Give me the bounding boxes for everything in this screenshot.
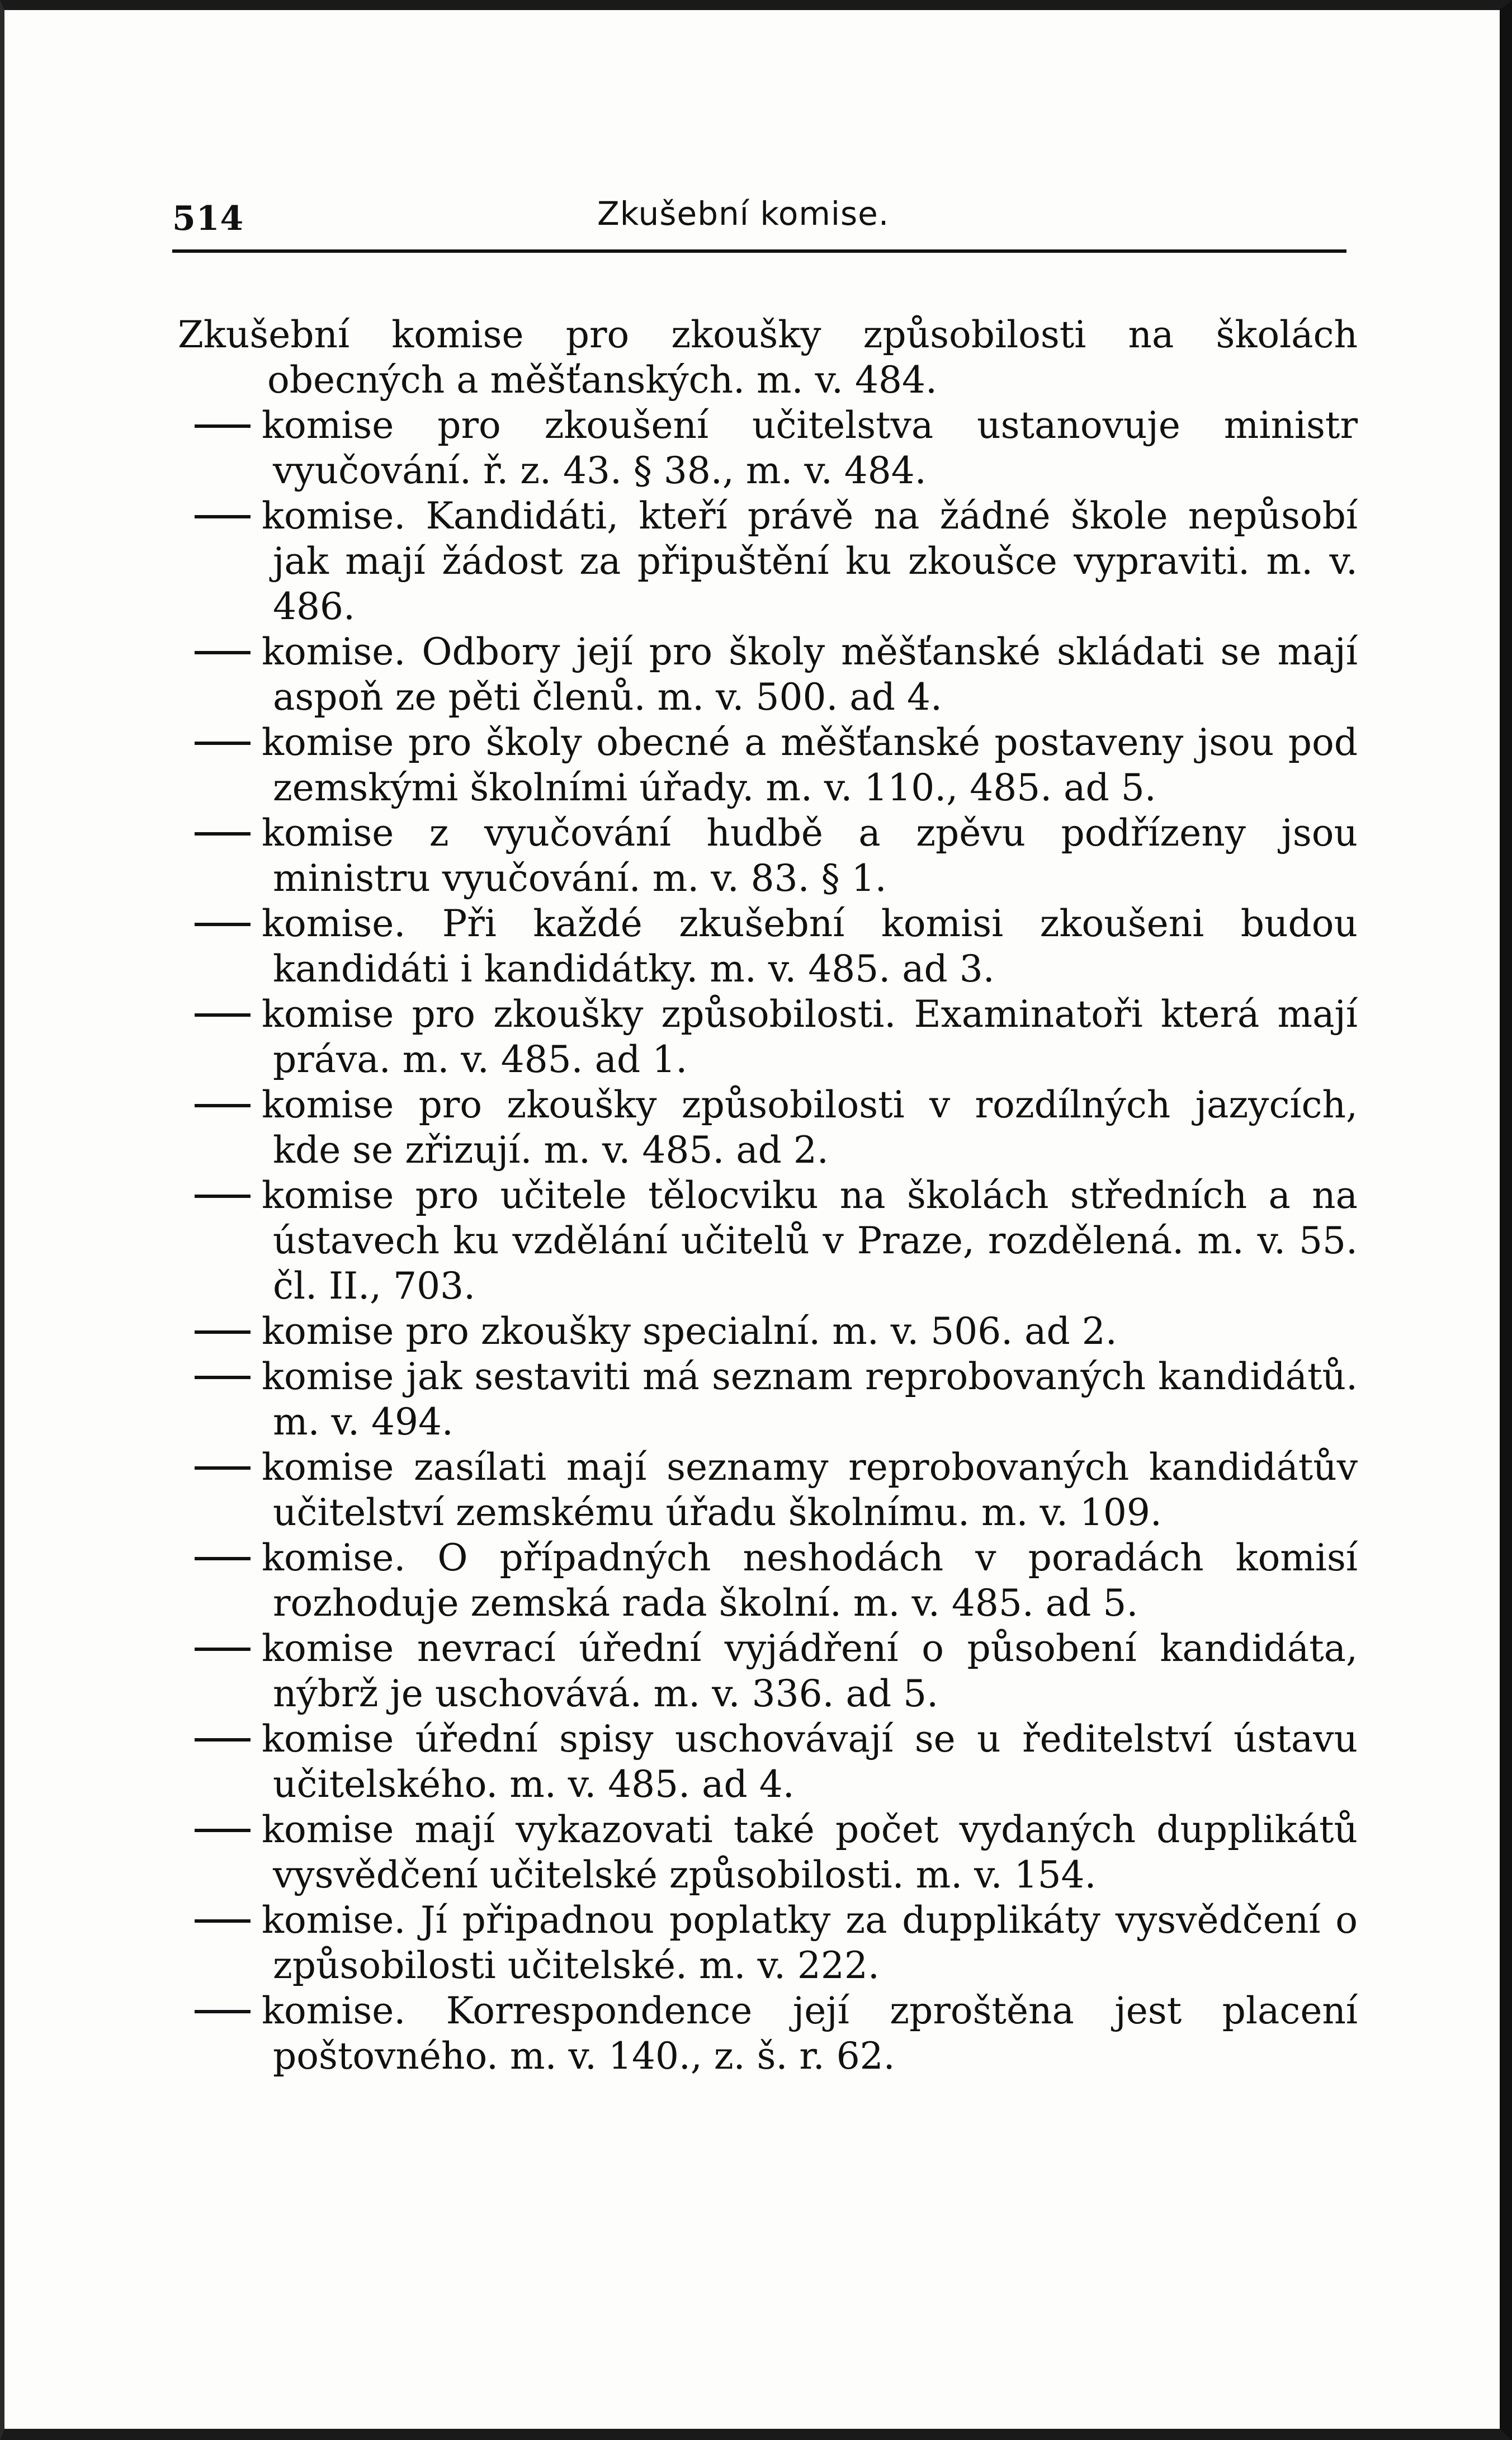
ditto-dash <box>178 403 262 448</box>
index-entry-text: komise mají vykazovati také počet vydaných dupplikátů vysvědčení učitelské způsobilosti. m. v. 154. <box>262 1808 1358 1896</box>
index-entry <box>178 1626 1358 1716</box>
index-entry-text: komise pro zkoušky specialní. m. v. 506. ad 2. <box>262 1310 1117 1353</box>
index-entry-text: komise jak sestaviti má seznam reprobovaných kandidátů. m. v. 494. <box>262 1355 1358 1443</box>
index-entry-text: komise zasílati mají seznamy reprobovaných kandidátův učitelství zemskému úřadu školnímu. m. v. 109. <box>262 1446 1358 1534</box>
ditto-dash <box>178 1626 262 1671</box>
index-entry-text: komise pro školy obecné a měšťanské postaveny jsou pod zemskými školními úřady. m. v. 110., 485. ad 5. <box>262 721 1358 809</box>
index-entries <box>178 312 1358 2079</box>
page-number: 514 <box>172 199 244 238</box>
ditto-dash <box>178 1309 262 1354</box>
index-entry <box>178 720 1358 810</box>
index-entry <box>178 1173 1358 1309</box>
index-entry <box>178 1716 1358 1807</box>
index-entry <box>178 312 1358 403</box>
index-entry <box>178 1988 1358 2079</box>
ditto-dash <box>178 992 262 1037</box>
index-entry <box>178 810 1358 901</box>
index-entry-text: komise nevrací úřední vyjádření o působení kandidáta, nýbrž je uschovává. m. v. 336. ad 5. <box>262 1627 1358 1715</box>
index-entry <box>178 1354 1358 1445</box>
index-entry-text: komise z vyučování hudbě a zpěvu podřízeny jsou ministru vyučování. m. v. 83. § 1. <box>262 811 1358 900</box>
index-entry-text: komise. Korrespondence její zproštěna jest placení poštovného. m. v. 140., z. š. r. 62. <box>262 1989 1358 2078</box>
index-entry <box>178 1807 1358 1898</box>
index-entry <box>178 901 1358 992</box>
ditto-dash <box>178 1354 262 1399</box>
index-entry-text: komise. O případných neshodách v poradách komisí rozhoduje zemská rada školní. m. v. 485. ad 5. <box>262 1536 1358 1625</box>
ditto-dash <box>178 810 262 856</box>
index-entry <box>178 1309 1358 1354</box>
index-entry <box>178 992 1358 1082</box>
ditto-dash <box>178 1807 262 1852</box>
index-entry-text: komise. Odbory její pro školy měšťanské skládati se mají aspoň ze pěti členů. m. v. 500. ad 4. <box>262 630 1358 719</box>
index-entry-text: komise pro učitele tělocviku na školách středních a na ústavech ku vzdělání učitelů v Praze, rozdělená. m. v. 55. čl. II., 703. <box>262 1174 1358 1308</box>
index-entry <box>178 1535 1358 1626</box>
index-entry-text: komise pro zkoušení učitelstva ustanovuje ministr vyučování. ř. z. 43. § 38., m. v. 484. <box>262 404 1358 492</box>
index-entry <box>178 1445 1358 1535</box>
index-entry-text: komise pro zkoušky způsobilosti v rozdílných jazycích, kde se zřizují. m. v. 485. ad 2. <box>262 1083 1358 1172</box>
index-entry-text: komise. Jí připadnou poplatky za dupplikáty vysvědčení o způsobilosti učitelské. m. v. 222. <box>262 1899 1358 1987</box>
ditto-dash <box>178 1173 262 1218</box>
index-entry <box>178 403 1358 493</box>
ditto-dash <box>178 1535 262 1580</box>
index-entry <box>178 1082 1358 1173</box>
ditto-dash <box>178 720 262 765</box>
index-entry-text: komise. Při každé zkušební komisi zkoušeni budou kandidáti i kandidátky. m. v. 485. ad 3. <box>262 902 1358 990</box>
index-entry-text: komise. Kandidáti, kteří právě na žádné škole nepůsobí jak mají žádost za připuštění ku zkoušce vypraviti. m. v. 486. <box>262 494 1358 628</box>
index-entry <box>178 493 1358 629</box>
index-entry-text: komise úřední spisy uschovávají se u ředitelství ústavu učitelského. m. v. 485. ad 4. <box>262 1717 1358 1806</box>
ditto-dash <box>178 901 262 946</box>
ditto-dash <box>178 493 262 539</box>
ditto-dash <box>178 1988 262 2033</box>
ditto-dash <box>178 1445 262 1490</box>
page-header <box>172 189 1346 251</box>
index-entry-text: komise pro zkoušky způsobilosti. Examinatoři která mají práva. m. v. 485. ad 1. <box>262 993 1358 1081</box>
index-entry <box>178 629 1358 720</box>
index-entry-text: Zkušební komise pro zkoušky způsobilosti na školách obecných a měšťanských. m. v. 484. <box>178 313 1358 402</box>
header-rule <box>172 249 1346 253</box>
ditto-dash <box>178 1898 262 1943</box>
index-entry <box>178 1898 1358 1988</box>
ditto-dash <box>178 1082 262 1127</box>
ditto-dash <box>178 1716 262 1762</box>
ditto-dash <box>178 629 262 674</box>
running-title: Zkušební komise. <box>597 195 890 233</box>
